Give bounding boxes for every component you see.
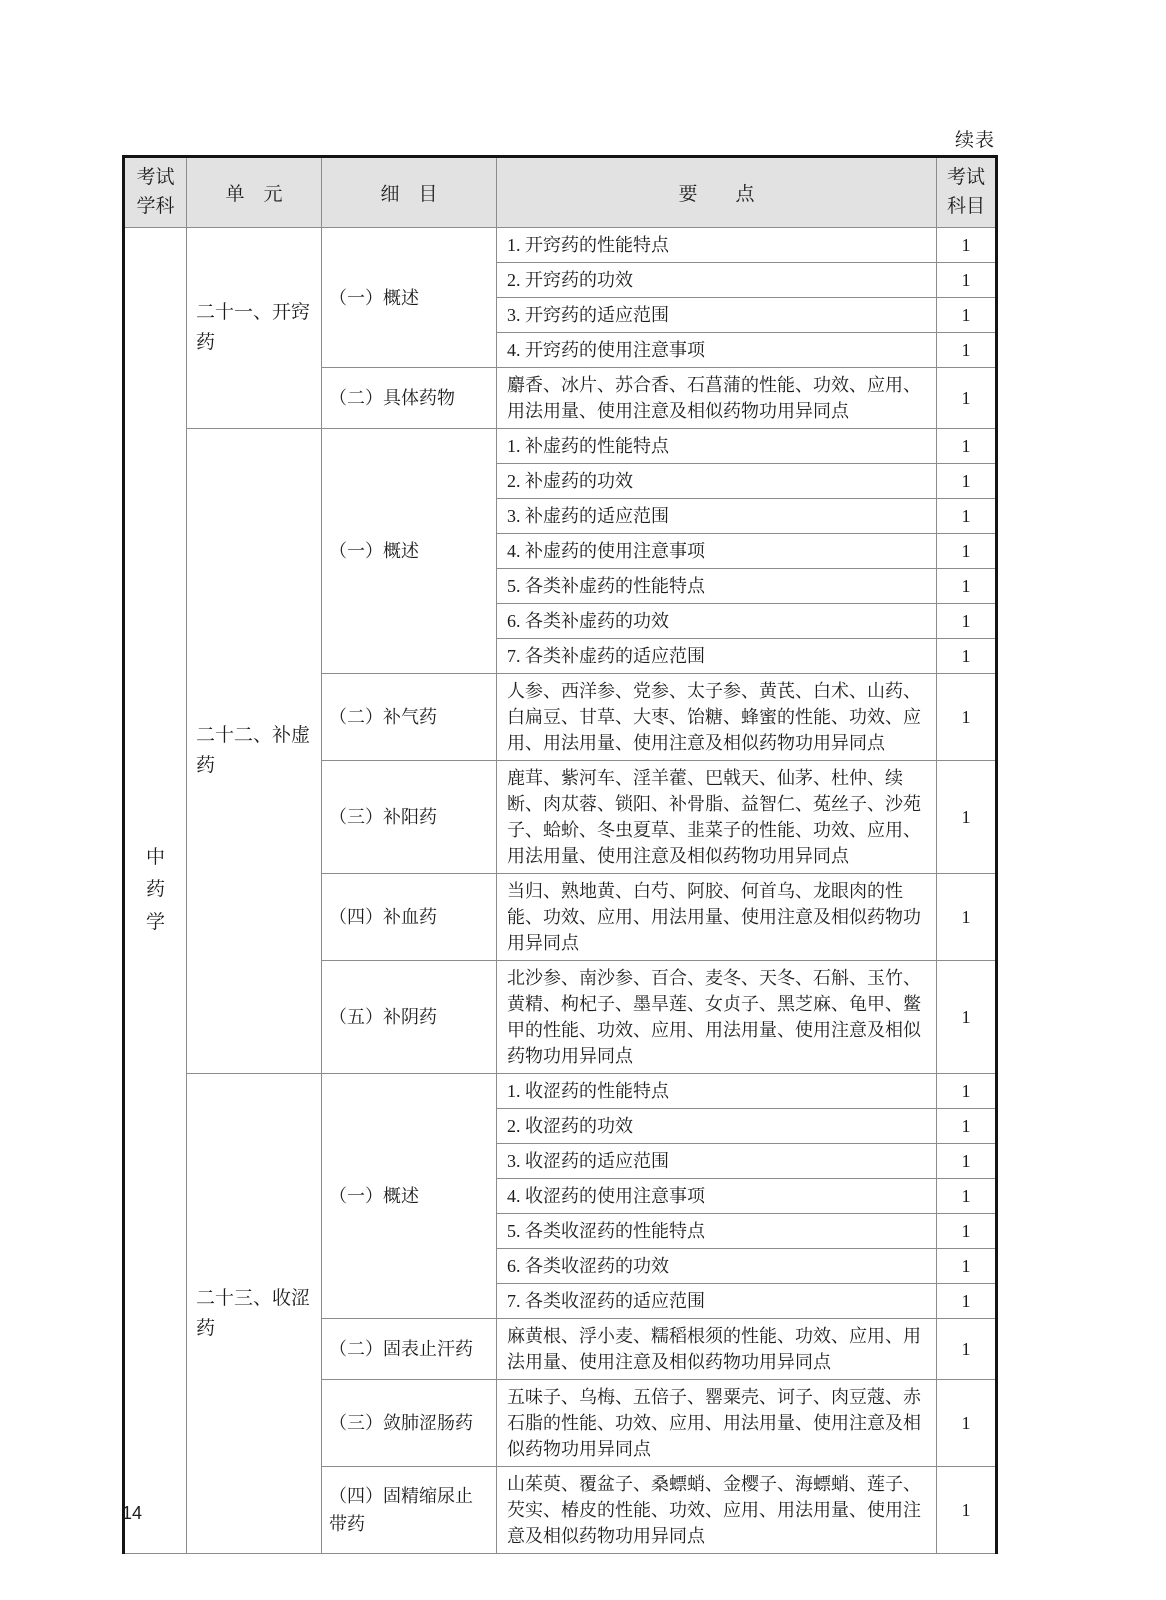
key-point-cell: 北沙参、南沙参、百合、麦冬、天冬、石斛、玉竹、黄精、枸杞子、墨旱莲、女贞子、黑芝麻、龟甲、鳖甲的性能、功效、应用、用法用量、使用注意及相似药物功用异同点 xyxy=(497,961,937,1074)
header-label-exam-subject: 考试学科 xyxy=(136,167,175,217)
key-point-cell: 2. 补虚药的功效 xyxy=(497,464,937,499)
key-point-cell: 4. 开窍药的使用注意事项 xyxy=(497,333,937,368)
header-cell-detail xyxy=(322,157,497,228)
continued-table-label: 续表 xyxy=(954,130,995,151)
key-point-cell: 7. 各类补虚药的适应范围 xyxy=(497,639,937,674)
exam-section-number-cell: 1 xyxy=(937,499,997,534)
key-point-cell: 麻黄根、浮小麦、糯稻根须的性能、功效、应用、用法用量、使用注意及相似药物功用异同点 xyxy=(497,1319,937,1380)
header-cell-key-points xyxy=(497,157,937,228)
exam-section-number-cell: 1 xyxy=(937,263,997,298)
exam-section-number-cell: 1 xyxy=(937,333,997,368)
detail-item-cell: （二）补气药 xyxy=(322,674,497,761)
exam-section-number-cell: 1 xyxy=(937,1109,997,1144)
key-point-cell: 4. 补虚药的使用注意事项 xyxy=(497,534,937,569)
syllabus-table xyxy=(122,155,998,1554)
header-label-unit: 单 元 xyxy=(225,184,283,205)
key-point-cell: 麝香、冰片、苏合香、石菖蒲的性能、功效、应用、用法用量、使用注意及相似药物功用异同点 xyxy=(497,368,937,429)
detail-item-cell: （二）具体药物 xyxy=(322,368,497,429)
header-cell-exam-section xyxy=(937,157,997,228)
table-row xyxy=(124,1074,997,1109)
syllabus-table-body xyxy=(124,228,997,1554)
detail-item-cell: （四）固精缩尿止带药 xyxy=(322,1467,497,1554)
header-label-key-points: 要 点 xyxy=(678,184,755,205)
exam-subject-vertical-label: 中药学 xyxy=(145,847,165,933)
key-point-cell: 6. 各类补虚药的功效 xyxy=(497,604,937,639)
detail-item-cell: （三）补阳药 xyxy=(322,761,497,874)
exam-section-number-cell: 1 xyxy=(937,569,997,604)
unit-cell: 二十二、补虚药 xyxy=(187,429,322,1074)
key-point-cell: 2. 收涩药的功效 xyxy=(497,1109,937,1144)
exam-section-number-cell: 1 xyxy=(937,368,997,429)
exam-section-number-cell: 1 xyxy=(937,464,997,499)
unit-cell: 二十一、开窍药 xyxy=(187,228,322,429)
key-point-cell: 3. 收涩药的适应范围 xyxy=(497,1144,937,1179)
key-point-cell: 2. 开窍药的功效 xyxy=(497,263,937,298)
exam-section-number-cell: 1 xyxy=(937,1467,997,1554)
exam-section-number-cell: 1 xyxy=(937,1179,997,1214)
exam-section-number-cell: 1 xyxy=(937,1144,997,1179)
exam-section-number-cell: 1 xyxy=(937,761,997,874)
unit-cell: 二十三、收涩药 xyxy=(187,1074,322,1554)
exam-section-number-cell: 1 xyxy=(937,1284,997,1319)
key-point-cell: 3. 开窍药的适应范围 xyxy=(497,298,937,333)
page-number: 14 xyxy=(122,1503,143,1523)
exam-section-number-cell: 1 xyxy=(937,639,997,674)
exam-section-number-cell: 1 xyxy=(937,961,997,1074)
key-point-cell: 1. 收涩药的性能特点 xyxy=(497,1074,937,1109)
key-point-cell: 5. 各类补虚药的性能特点 xyxy=(497,569,937,604)
key-point-cell: 人参、西洋参、党参、太子参、黄芪、白术、山药、白扁豆、甘草、大枣、饴糖、蜂蜜的性能、功效、应用、用法用量、使用注意及相似药物功用异同点 xyxy=(497,674,937,761)
key-point-cell: 3. 补虚药的适应范围 xyxy=(497,499,937,534)
exam-section-number-cell: 1 xyxy=(937,1074,997,1109)
detail-item-cell: （二）固表止汗药 xyxy=(322,1319,497,1380)
exam-section-number-cell: 1 xyxy=(937,534,997,569)
header-label-exam-section: 考试科目 xyxy=(946,167,985,217)
exam-subject-cell xyxy=(124,228,187,1554)
exam-section-number-cell: 1 xyxy=(937,1249,997,1284)
exam-section-number-cell: 1 xyxy=(937,429,997,464)
key-point-cell: 1. 开窍药的性能特点 xyxy=(497,228,937,263)
detail-item-cell: （一）概述 xyxy=(322,1074,497,1319)
header-cell-exam-subject xyxy=(124,157,187,228)
key-point-cell: 当归、熟地黄、白芍、阿胶、何首乌、龙眼肉的性能、功效、应用、用法用量、使用注意及相似药物功用异同点 xyxy=(497,874,937,961)
table-row xyxy=(124,228,997,263)
key-point-cell: 7. 各类收涩药的适应范围 xyxy=(497,1284,937,1319)
key-point-cell: 1. 补虚药的性能特点 xyxy=(497,429,937,464)
key-point-cell: 6. 各类收涩药的功效 xyxy=(497,1249,937,1284)
key-point-cell: 4. 收涩药的使用注意事项 xyxy=(497,1179,937,1214)
detail-item-cell: （四）补血药 xyxy=(322,874,497,961)
table-row xyxy=(124,429,997,464)
exam-section-number-cell: 1 xyxy=(937,1380,997,1467)
exam-section-number-cell: 1 xyxy=(937,604,997,639)
key-point-cell: 山茱萸、覆盆子、桑螵蛸、金樱子、海螵蛸、莲子、芡实、椿皮的性能、功效、应用、用法用量、使用注意及相似药物功用异同点 xyxy=(497,1467,937,1554)
exam-section-number-cell: 1 xyxy=(937,674,997,761)
exam-section-number-cell: 1 xyxy=(937,1319,997,1380)
detail-item-cell: （三）敛肺涩肠药 xyxy=(322,1380,497,1467)
detail-item-cell: （五）补阴药 xyxy=(322,961,497,1074)
header-cell-unit xyxy=(187,157,322,228)
key-point-cell: 5. 各类收涩药的性能特点 xyxy=(497,1214,937,1249)
key-point-cell: 鹿茸、紫河车、淫羊藿、巴戟天、仙茅、杜仲、续断、肉苁蓉、锁阳、补骨脂、益智仁、菟丝子、沙苑子、蛤蚧、冬虫夏草、韭菜子的性能、功效、应用、用法用量、使用注意及相似药物功用异同点 xyxy=(497,761,937,874)
key-point-cell: 五味子、乌梅、五倍子、罂粟壳、诃子、肉豆蔻、赤石脂的性能、功效、应用、用法用量、使用注意及相似药物功用异同点 xyxy=(497,1380,937,1467)
exam-section-number-cell: 1 xyxy=(937,298,997,333)
exam-section-number-cell: 1 xyxy=(937,1214,997,1249)
exam-section-number-cell: 1 xyxy=(937,228,997,263)
header-row xyxy=(124,157,997,228)
detail-item-cell: （一）概述 xyxy=(322,228,497,368)
exam-section-number-cell: 1 xyxy=(937,874,997,961)
header-label-detail: 细 目 xyxy=(380,184,438,205)
detail-item-cell: （一）概述 xyxy=(322,429,497,674)
syllabus-table-container xyxy=(122,155,995,1554)
